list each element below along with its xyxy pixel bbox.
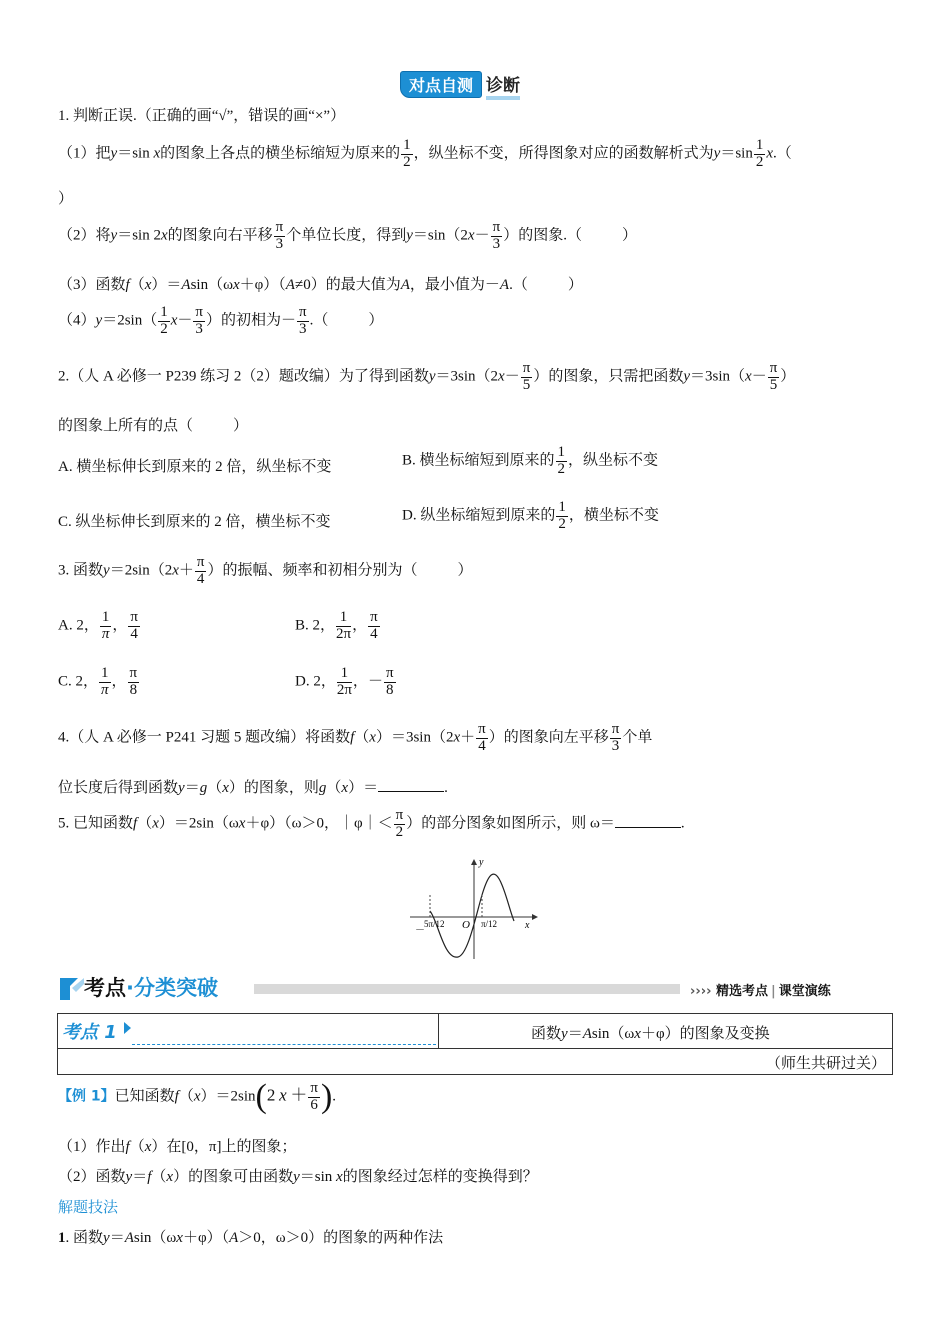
q1-s3: （3）函数f（x）＝Asin（ωx＋φ）（A≠0）的最大值为A，最小值为－A.（ ） <box>58 277 583 293</box>
example-1: 【例 1】已知函数f（x）＝2sin(2 x ＋ $\frac{\pi}{6}$ ). <box>58 1078 337 1115</box>
q5-stem: 5. 已知函数f（x）＝2sin（ωx＋φ）（ω＞0，｜φ｜＜ $\frac{\pi}{2}$ ）的部分图象如图所示，则 ω＝ . <box>58 807 685 840</box>
answer-blank <box>378 790 444 792</box>
answer-blank <box>615 826 681 828</box>
q2-option-a: A. 横坐标伸长到原来的 2 倍，纵坐标不变 <box>58 459 332 475</box>
section-banner <box>58 972 894 1004</box>
kaodian-topic-cell <box>438 1014 893 1049</box>
kaodian-arrow-icon <box>124 1022 131 1034</box>
kaodian-underline <box>132 1044 436 1046</box>
tick-right-label: π/12 <box>481 919 498 929</box>
kaodian-label-cell <box>58 1014 438 1048</box>
badge-blue: 对点自测 <box>400 71 482 98</box>
example-part-2: （2）函数y＝f（x）的图象可由函数y＝sin x的图象经过怎样的变换得到？ <box>58 1169 538 1185</box>
origin-label: O <box>462 919 470 931</box>
q3-option-a: A. 2， $\frac{1}{\pi}$ ， $\frac{\pi}{4}$ <box>58 609 138 642</box>
example-tag: 【例 1】 <box>58 1088 115 1105</box>
example-part-1: （1）作出f（x）在[0，π]上的图象； <box>58 1139 297 1155</box>
q2-line2: 的图象上所有的点（ ） <box>58 418 249 434</box>
banner-bar <box>254 984 680 994</box>
sine-curve <box>430 874 514 957</box>
kaodian-divider <box>58 1048 892 1049</box>
q3-stem: 3. 函数y＝2sin（2x＋ $\frac{\pi}{4}$ ）的振幅、频率和初相分别为（ ） <box>58 554 473 587</box>
method-line-1: 1. 函数y＝Asin（ωx＋φ）（A＞0，ω＞0）的图象的两种作法 <box>58 1230 444 1246</box>
q1-s1: （1）把y＝sin x的图象上各点的横坐标缩短为原来的 $\frac{1}{2}$ ，纵坐标不变，所得图象对应的函数解析式为y＝sin $\frac{1}{2}$ x.（ <box>58 137 792 170</box>
y-axis-arrow <box>471 859 477 865</box>
method-title: 解题技法 <box>58 1200 119 1216</box>
kaodian-topic: 函数y＝Asin（ωx＋φ）的图象及变换 <box>531 1026 770 1042</box>
kaodian-box <box>57 1013 893 1075</box>
q3-option-b: B. 2， $\frac{1}{2\pi}$ ， $\frac{\pi}{4}$ <box>295 609 378 642</box>
q1-s2: （2）将y＝sin 2x的图象向右平移 $\frac{\pi}{3}$ 个单位长度，得到y＝sin（2x－ $\frac{\pi}{3}$ ）的图象.（ ） <box>58 219 637 252</box>
q4-line2: 位长度后得到函数y＝g（x）的图象，则g（x）＝ . <box>58 780 448 796</box>
section-title: 考点·分类突破 <box>84 976 218 1000</box>
q4-stem: 4.（人 A 必修一 P241 习题 5 题改编）将函数f（x）＝3sin（2x＋ $\frac{\pi}{4}$ ）的图象向左平移 $\frac{\pi}{3}$ 个单 <box>58 721 653 754</box>
q2-stem: 2.（人 A 必修一 P239 练习 2（2）题改编）为了得到函数y＝3sin（2x－ $\frac{\pi}{5}$ ）的图象，只需把函数y＝3sin（x－ $\frac{\pi}{5}$ ） <box>58 360 796 393</box>
q3-option-c: C. 2， $\frac{1}{\pi}$ ， $\frac{\pi}{8}$ <box>58 665 138 698</box>
frac-half: $\frac{1}{2}$ <box>755 137 764 170</box>
x-axis-label: x <box>525 920 530 931</box>
kaodian-note: （师生共研过关） <box>765 1056 886 1072</box>
frac-half: $\frac{1}{2}$ <box>403 137 411 170</box>
q2-option-c: C. 纵坐标伸长到原来的 2 倍，横坐标不变 <box>58 514 331 530</box>
sine-graph <box>410 855 540 963</box>
banner-right: ›››› 精选考点 | 课堂演练 <box>690 984 831 999</box>
badge-dark: 诊断 <box>486 71 520 100</box>
tick-left-neg: － <box>415 925 425 936</box>
q1-s4: （4）y＝2sin（ $\frac{1}{2}$ x－ $\frac{\pi}{3}$ ）的初相为－ $\frac{\pi}{3}$ .（ ） <box>58 304 384 337</box>
tick-left-label: 5π/12 <box>424 919 445 929</box>
section-badge <box>400 71 520 95</box>
q2-option-d: D. 纵坐标缩短到原来的 $\frac{1}{2}$ ，横坐标不变 <box>402 499 659 532</box>
q3-option-d: D. 2， $\frac{1}{2\pi}$ ，－ $\frac{\pi}{8}$ <box>295 665 394 698</box>
q1-stem: 1. 判断正误.（正确的画“√”，错误的画“×”） <box>58 108 346 124</box>
q1-s1-close: ） <box>58 191 74 207</box>
y-axis-label: y <box>479 857 484 868</box>
q2-option-b: B. 横坐标缩短到原来的 $\frac{1}{2}$ ，纵坐标不变 <box>402 444 659 477</box>
kaodian-label: 考点 1 <box>62 1022 117 1043</box>
x-axis-arrow <box>532 914 538 920</box>
